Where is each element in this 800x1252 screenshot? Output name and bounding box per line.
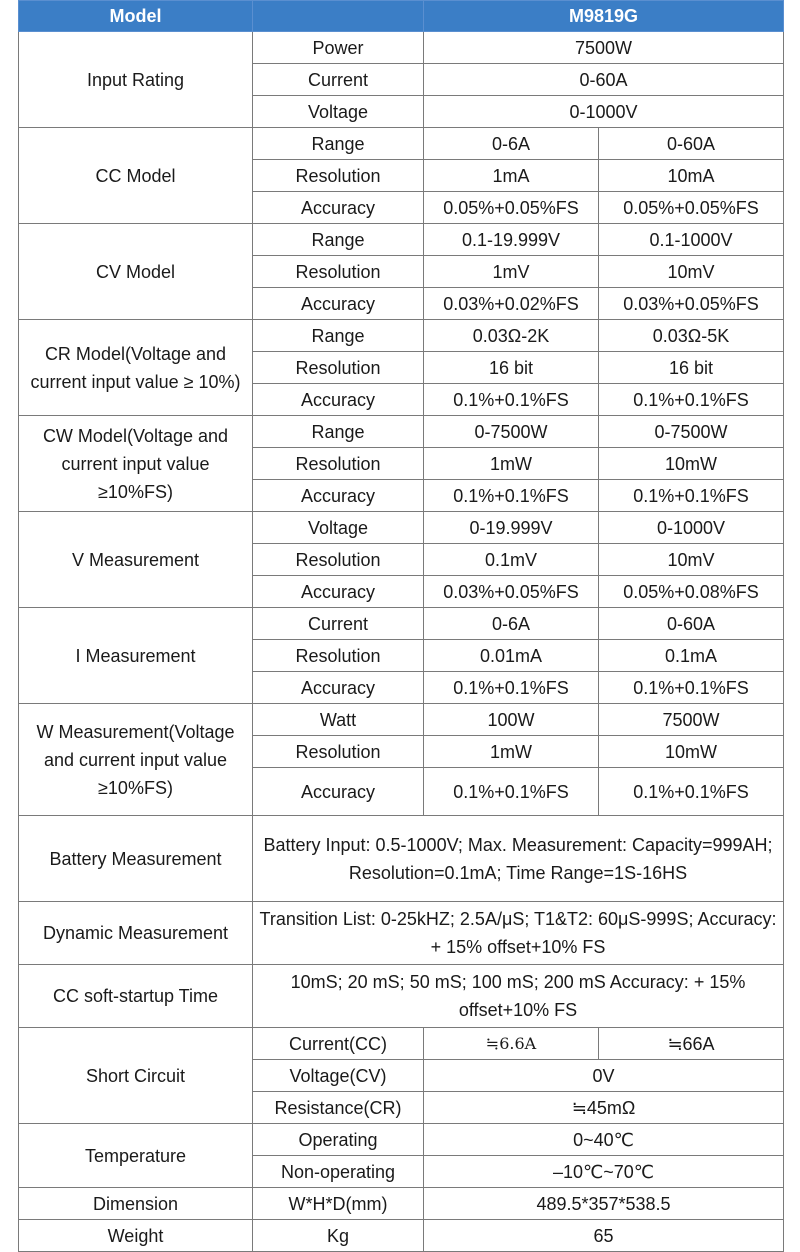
battery-text: Battery Input: 0.5-1000V; Max. Measurement: Capacity=999AH; Resolution=0.1mA; Time Range=1S-16HS (253, 816, 784, 902)
param-value-low: 0-19.999V (424, 512, 599, 544)
param-value-high: 0.1%+0.1%FS (599, 768, 784, 816)
param-value: 0~40℃ (424, 1124, 784, 1156)
param-value-low: 1mA (424, 160, 599, 192)
param-value-low: 0-7500W (424, 416, 599, 448)
group-cc-model: CC Model (19, 128, 253, 224)
table-row (19, 416, 784, 448)
param-value: 0-1000V (424, 96, 784, 128)
param-value-low: 100W (424, 704, 599, 736)
param-value-low: 0.03%+0.02%FS (424, 288, 599, 320)
table-row (19, 320, 784, 352)
battery-label: Battery Measurement (19, 816, 253, 902)
param-value-high: 7500W (599, 704, 784, 736)
table-row (19, 1188, 784, 1220)
table-row (19, 704, 784, 736)
param-value-high: 0-7500W (599, 416, 784, 448)
table-row (19, 1028, 784, 1060)
dynamic-label: Dynamic Measurement (19, 902, 253, 965)
param-value-high: 0.1-1000V (599, 224, 784, 256)
param-label: Resolution (253, 352, 424, 384)
table-row (19, 224, 784, 256)
weight-value: 65 (424, 1220, 784, 1252)
param-value-low: 0.1-19.999V (424, 224, 599, 256)
param-value-high: 0-60A (599, 128, 784, 160)
param-value-high: 0.05%+0.08%FS (599, 576, 784, 608)
param-label: Current (253, 608, 424, 640)
param-value-high: 10mA (599, 160, 784, 192)
param-value: 7500W (424, 32, 784, 64)
param-value-low: 1mW (424, 448, 599, 480)
param-label: Watt (253, 704, 424, 736)
header-blank (253, 1, 424, 32)
group-w-measurement: W Measurement(Voltage and current input value ≥10%FS) (19, 704, 253, 816)
param-label: Range (253, 224, 424, 256)
model-label: Model (19, 1, 253, 32)
param-value-high: 10mV (599, 544, 784, 576)
table-row (19, 1220, 784, 1252)
param-label: Accuracy (253, 384, 424, 416)
header-row (19, 1, 784, 32)
table-row (19, 608, 784, 640)
param-value-low: 0.01mA (424, 640, 599, 672)
param-label: Accuracy (253, 672, 424, 704)
param-label: Current(CC) (253, 1028, 424, 1060)
dynamic-text: Transition List: 0-25kHZ; 2.5A/μS; T1&T2: 60μS-999S; Accuracy: + 15% offset+10% FS (253, 902, 784, 965)
param-value-low: 16 bit (424, 352, 599, 384)
param-value: –10℃~70℃ (424, 1156, 784, 1188)
param-value-low: 0.1%+0.1%FS (424, 480, 599, 512)
table-row (19, 512, 784, 544)
param-label: Non-operating (253, 1156, 424, 1188)
group-cw-model: CW Model(Voltage and current input value ≥10%FS) (19, 416, 253, 512)
param-value-high: 0.03%+0.05%FS (599, 288, 784, 320)
param-label: Resolution (253, 544, 424, 576)
param-label: Resistance(CR) (253, 1092, 424, 1124)
param-value: ≒45mΩ (424, 1092, 784, 1124)
param-value-low: 0.1mV (424, 544, 599, 576)
group-i-measurement: I Measurement (19, 608, 253, 704)
param-label: Voltage (253, 96, 424, 128)
param-value-high: 0.1%+0.1%FS (599, 384, 784, 416)
group-cr-model: CR Model(Voltage and current input value ≥ 10%) (19, 320, 253, 416)
spec-table (18, 0, 784, 1252)
softstart-text: 10mS; 20 mS; 50 mS; 100 mS; 200 mS Accuracy: + 15% offset+10% FS (253, 965, 784, 1028)
param-label: Accuracy (253, 768, 424, 816)
param-value-low: 0.1%+0.1%FS (424, 672, 599, 704)
param-value-high: 10mW (599, 448, 784, 480)
param-label: Power (253, 32, 424, 64)
group-temperature: Temperature (19, 1124, 253, 1188)
group-v-measurement: V Measurement (19, 512, 253, 608)
table-row (19, 128, 784, 160)
param-value-low: 1mW (424, 736, 599, 768)
param-value-high: ≒66A (599, 1028, 784, 1060)
param-label: Current (253, 64, 424, 96)
param-value: 0-60A (424, 64, 784, 96)
param-value-low: 0-6A (424, 128, 599, 160)
table-row (19, 965, 784, 1028)
param-label: Range (253, 128, 424, 160)
param-label: Resolution (253, 736, 424, 768)
param-label: Resolution (253, 256, 424, 288)
param-value-low: 0-6A (424, 608, 599, 640)
param-label: Range (253, 416, 424, 448)
param-value-low: 0.03%+0.05%FS (424, 576, 599, 608)
param-label: Accuracy (253, 576, 424, 608)
param-value-high: 0.1mA (599, 640, 784, 672)
param-label: Accuracy (253, 192, 424, 224)
param-value-high: 0.1%+0.1%FS (599, 480, 784, 512)
table-row (19, 32, 784, 64)
group-short-circuit: Short Circuit (19, 1028, 253, 1124)
param-value-low: 0.05%+0.05%FS (424, 192, 599, 224)
param-value: 0V (424, 1060, 784, 1092)
weight-label: Weight (19, 1220, 253, 1252)
softstart-label: CC soft-startup Time (19, 965, 253, 1028)
group-input-rating: Input Rating (19, 32, 253, 128)
param-value-high: 10mW (599, 736, 784, 768)
param-label: Voltage (253, 512, 424, 544)
param-label: Resolution (253, 160, 424, 192)
param-value-low: 0.1%+0.1%FS (424, 768, 599, 816)
dimension-unit: W*H*D(mm) (253, 1188, 424, 1220)
param-label: Accuracy (253, 480, 424, 512)
param-label: Range (253, 320, 424, 352)
param-value-low: ≒6.6A (424, 1028, 599, 1060)
param-value-high: 16 bit (599, 352, 784, 384)
table-row (19, 816, 784, 902)
param-value-low: 1mV (424, 256, 599, 288)
table-row (19, 1124, 784, 1156)
param-value-high: 0.1%+0.1%FS (599, 672, 784, 704)
param-value-high: 0-60A (599, 608, 784, 640)
param-value-low: 0.03Ω-2K (424, 320, 599, 352)
param-label: Resolution (253, 448, 424, 480)
param-label: Accuracy (253, 288, 424, 320)
dimension-label: Dimension (19, 1188, 253, 1220)
weight-unit: Kg (253, 1220, 424, 1252)
param-value-high: 0.03Ω-5K (599, 320, 784, 352)
param-value-high: 0.05%+0.05%FS (599, 192, 784, 224)
model-value: M9819G (424, 1, 784, 32)
param-value-low: 0.1%+0.1%FS (424, 384, 599, 416)
param-value-high: 0-1000V (599, 512, 784, 544)
table-row (19, 902, 784, 965)
param-label: Operating (253, 1124, 424, 1156)
param-label: Resolution (253, 640, 424, 672)
group-cv-model: CV Model (19, 224, 253, 320)
param-value-high: 10mV (599, 256, 784, 288)
param-label: Voltage(CV) (253, 1060, 424, 1092)
dimension-value: 489.5*357*538.5 (424, 1188, 784, 1220)
